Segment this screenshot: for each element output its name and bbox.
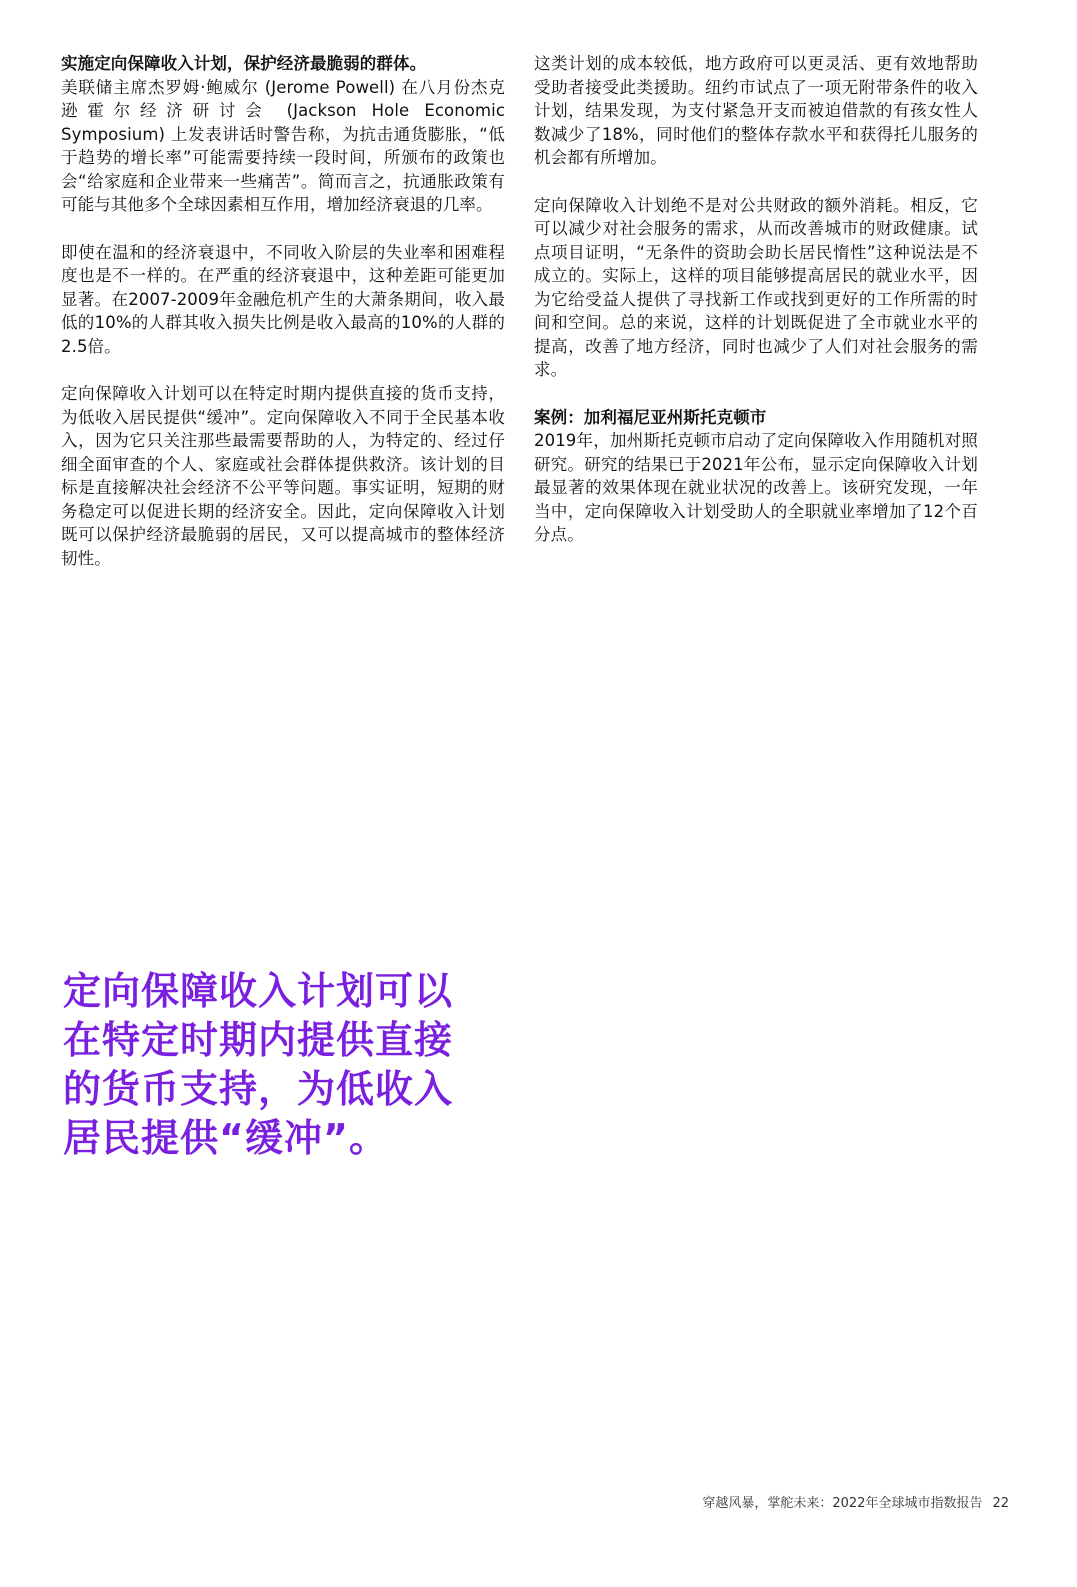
case-study-heading: 案例：加利福尼亚州斯托克顿市 bbox=[534, 407, 767, 427]
page-footer bbox=[702, 1492, 1009, 1511]
paragraph-public-finance: 定向保障收入计划绝不是对公共财政的额外消耗。相反，它可以减少对社会服务的需求，从而改善城市的财政健康。试点项目证明，“无条件的资助会助长居民惰性”这种说法是不成立的。实际上，这样的项目能够提高居民的就业水平，因为它给受益人提供了寻找新工作或找到更好的工作所需的时间和空间。总的来说，这样的计划既促进了全市就业水平的提高，改善了地方经济，同时也减少了人们对社会服务的需求。 bbox=[534, 195, 978, 379]
paragraph-case-study bbox=[534, 406, 978, 547]
left-column bbox=[61, 52, 505, 594]
section-heading: 实施定向保障收入计划，保护经济最脆弱的群体。 bbox=[61, 54, 427, 73]
paragraph-guaranteed-income: 定向保障收入计划可以在特定时期内提供直接的货币支持，为低收入居民提供“缓冲”。定向保障收入不同于全民基本收入，因为它只关注那些最需要帮助的人，为特定的、经过仔细全面审查的个人、家庭或社会群体提供救济。该计划的目标是直接解决社会经济不公平等问题。事实证明，短期的财务稳定可以促进长期的经济安全。因此，定向保障收入计划既可以保护经济最脆弱的居民，又可以提高城市的整体经济韧性。 bbox=[61, 384, 505, 568]
case-study-text: 2019年，加州斯托克顿市启动了定向保障收入作用随机对照研究。研究的结果已于2021年公布，显示定向保障收入计划最显著的效果体现在就业状况的改善上。该研究发现，一年当中，定向保障收入计划受助人的全职就业率增加了12个百分点。 bbox=[534, 431, 978, 544]
paragraph-section-intro bbox=[61, 52, 505, 217]
pull-quote: 定向保障收入计划可以在特定时期内提供直接的货币支持，为低收入居民提供“缓冲”。 bbox=[63, 969, 454, 1160]
paragraph-text: 美联储主席杰罗姆·鲍威尔 (Jerome Powell) 在八月份杰克逊霍尔经济研讨会 (Jackson Hole Economic Symposium) 上发表讲话时警告称，为抗击通货膨胀，“低于趋势的增长率”可能需要持续一段时间，所颁布的政策也会“给家庭和企业带来一些痛苦”。简而言之，抗通胀政策有可能与其他多个全球因素相互作用，增加经济衰退的几率。 bbox=[61, 77, 505, 214]
footer-report-title: 穿越风暴，掌舵未来：2022年全球城市指数报告 bbox=[702, 1496, 983, 1511]
paragraph-recession-impact: 即使在温和的经济衰退中，不同收入阶层的失业率和困难程度也是不一样的。在严重的经济衰退中，这种差距可能更加显著。在2007-2009年金融危机产生的大萧条期间，收入最低的10%的人群其收入损失比例是收入最高的10%的人群的2.5倍。 bbox=[61, 242, 505, 356]
right-column bbox=[534, 52, 978, 571]
page-number: 22 bbox=[992, 1496, 1009, 1511]
paragraph-program-cost: 这类计划的成本较低，地方政府可以更灵活、更有效地帮助受助者接受此类援助。纽约市试点了一项无附带条件的收入计划，结果发现，为支付紧急开支而被迫借款的有孩女性人数减少了18%，同时他们的整体存款水平和获得托儿服务的机会都有所增加。 bbox=[534, 54, 978, 167]
